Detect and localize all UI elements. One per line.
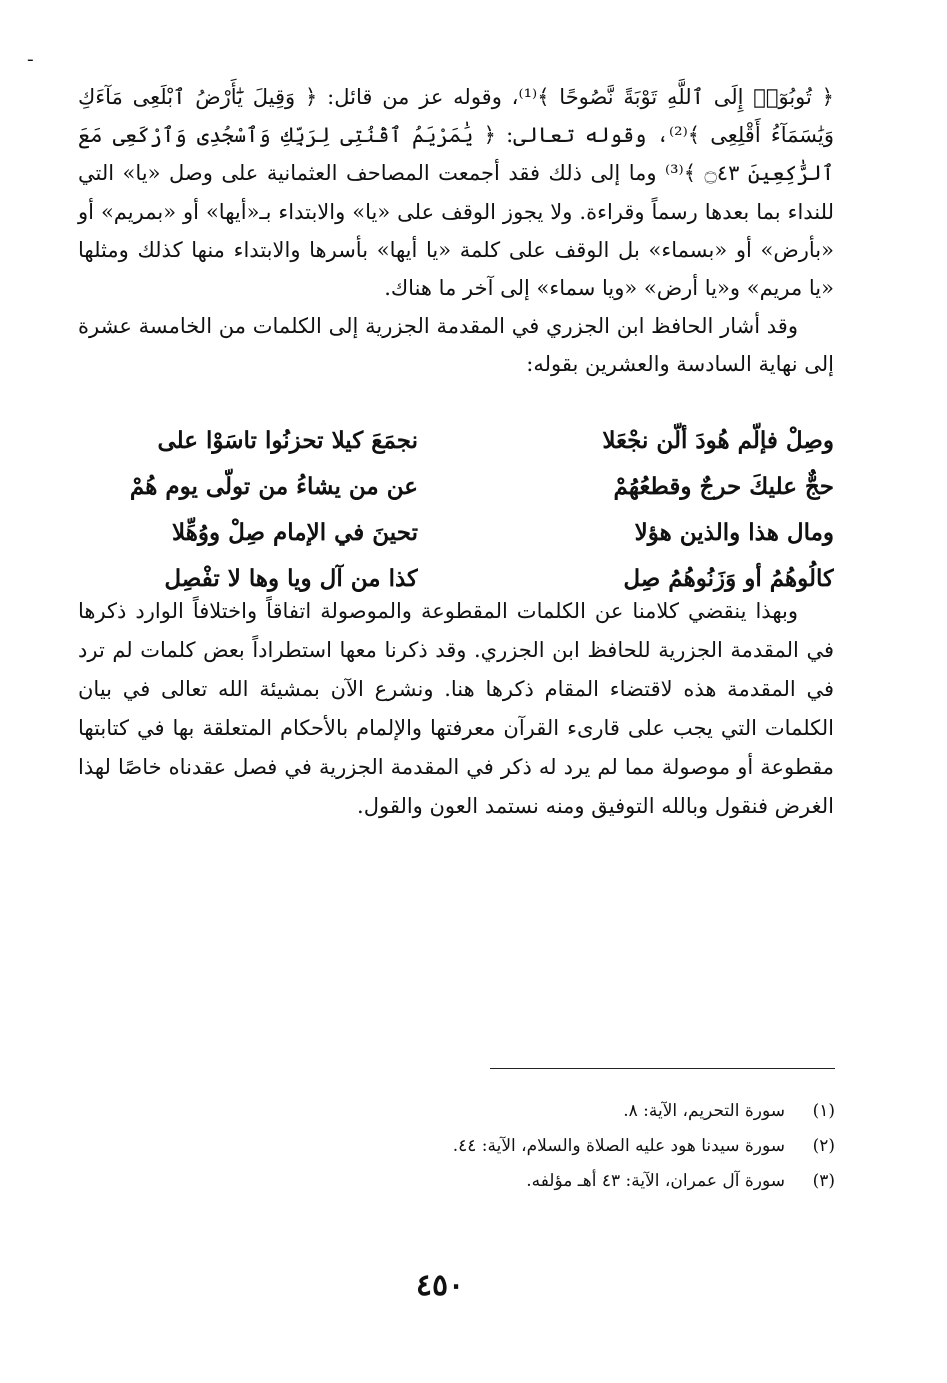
footnote-number: (١)	[812, 1101, 835, 1121]
poem-hemistich-first: حجٌّ عليكَ حرجٌ وقطعُهُمْ	[613, 473, 834, 500]
poem-verse	[78, 418, 834, 464]
footnote	[300, 1164, 835, 1199]
footnotes	[300, 1094, 835, 1199]
footnote-text: سورة التحريم، الآية: ٨.	[623, 1101, 785, 1121]
poem-hemistich-second: كذا من آل ويا وها لا تفْصِل	[164, 565, 418, 592]
body-text-top	[78, 78, 834, 384]
poem-verse	[78, 464, 834, 510]
poem-hemistich-second: عن من يشاءُ من تولّى يوم هُمْ	[129, 473, 418, 500]
body-text-bottom	[78, 592, 834, 826]
paragraph-3: وبهذا ينقضي كلامنا عن الكلمات المقطوعة والموصولة اتفاقاً واختلافاً الوارد ذكرها في المقدمة الجزرية للحافظ ابن الجزري. وقد ذكرنا معها استطراداً بعض كلمات لم ترد في المقدمة هذه لاقتضاء المقام ذكرها هنا. ونشرع الآن بمشيئة الله تعالى في بيان الكلمات التي يجب على قارىء القرآن معرفتها والإلمام بالأحكام المتعلقة بها في كتابتها مقطوعة أو موصولة مما لم يرد له ذكر في المقدمة الجزرية في فصل عقدناه خاصًا لهذا الغرض فنقول وبالله التوفيق ومنه نستمد العون والقول.	[78, 599, 834, 818]
paragraph-1: ﴿ تُوبُوٓا۟ إِلَى ٱللَّهِ تَوْبَةً نَّصُوحًا ﴾⁽¹⁾، وقوله عز من قائل: ﴿ وَقِيلَ يَٰٓأَرْضُ ٱبْلَعِى مَآءَكِ وَيَٰسَمَآءُ أَقْلِعِى ﴾⁽²⁾، وقوله تعالى: ﴿ يَٰمَرْيَمُ ٱقْنُتِى لِرَبِّكِ وَٱسْجُدِى وَٱرْكَعِى مَعَ ٱلرَّٰكِعِينَ ۝٤٣ ﴾⁽³⁾ وما إلى ذلك فقد أجمعت المصاحف العثمانية على وصل «يا» التي للنداء بما بعدها رسماً وقراءة. ولا يجوز الوقف على «يا» والابتداء بـ«أيها» أو «بمريم» أو «بأرض» أو «بسماء» بل الوقف على كلمة «يا أيها» بأسرها والابتداء منها كذلك ومثلها «يا مريم» و«يا أرض» «ويا سماء» إلى آخر ما هناك.	[78, 85, 834, 301]
poem-hemistich-first: ومال هذا والذين هؤلا	[634, 519, 834, 546]
footnote-number: (٢)	[812, 1136, 835, 1156]
poem-hemistich-second: نجمَعَ كيلا تحزنُوا تاسَوْا على	[157, 427, 418, 454]
footnote-separator	[490, 1068, 835, 1069]
poem-hemistich-first: وصِلْ فإلّم هُودَ ألّن نجْعَلا	[602, 427, 834, 454]
poem-hemistich-second: تحينَ في الإمام صِلْ ووُهِّلا	[172, 519, 418, 546]
footnote	[300, 1094, 835, 1129]
corner-mark: ـ	[28, 46, 33, 65]
footnote-text: سورة سيدنا هود عليه الصلاة والسلام، الآية: ٤٤.	[452, 1136, 785, 1156]
poem-verse	[78, 510, 834, 556]
page-number: ٤٥٠	[415, 1268, 465, 1303]
footnote	[300, 1129, 835, 1164]
poem	[78, 418, 834, 602]
paragraph-2: وقد أشار الحافظ ابن الجزري في المقدمة الجزرية إلى الكلمات من الخامسة عشرة إلى نهاية السادسة والعشرين بقوله:	[78, 314, 834, 377]
footnote-text: سورة آل عمران، الآية: ٤٣ أهـ مؤلفه.	[526, 1171, 785, 1191]
poem-hemistich-first: كالُوهُمُ أو وَزَنُوهُمُ صِل	[623, 565, 834, 592]
footnote-number: (٣)	[812, 1171, 835, 1191]
